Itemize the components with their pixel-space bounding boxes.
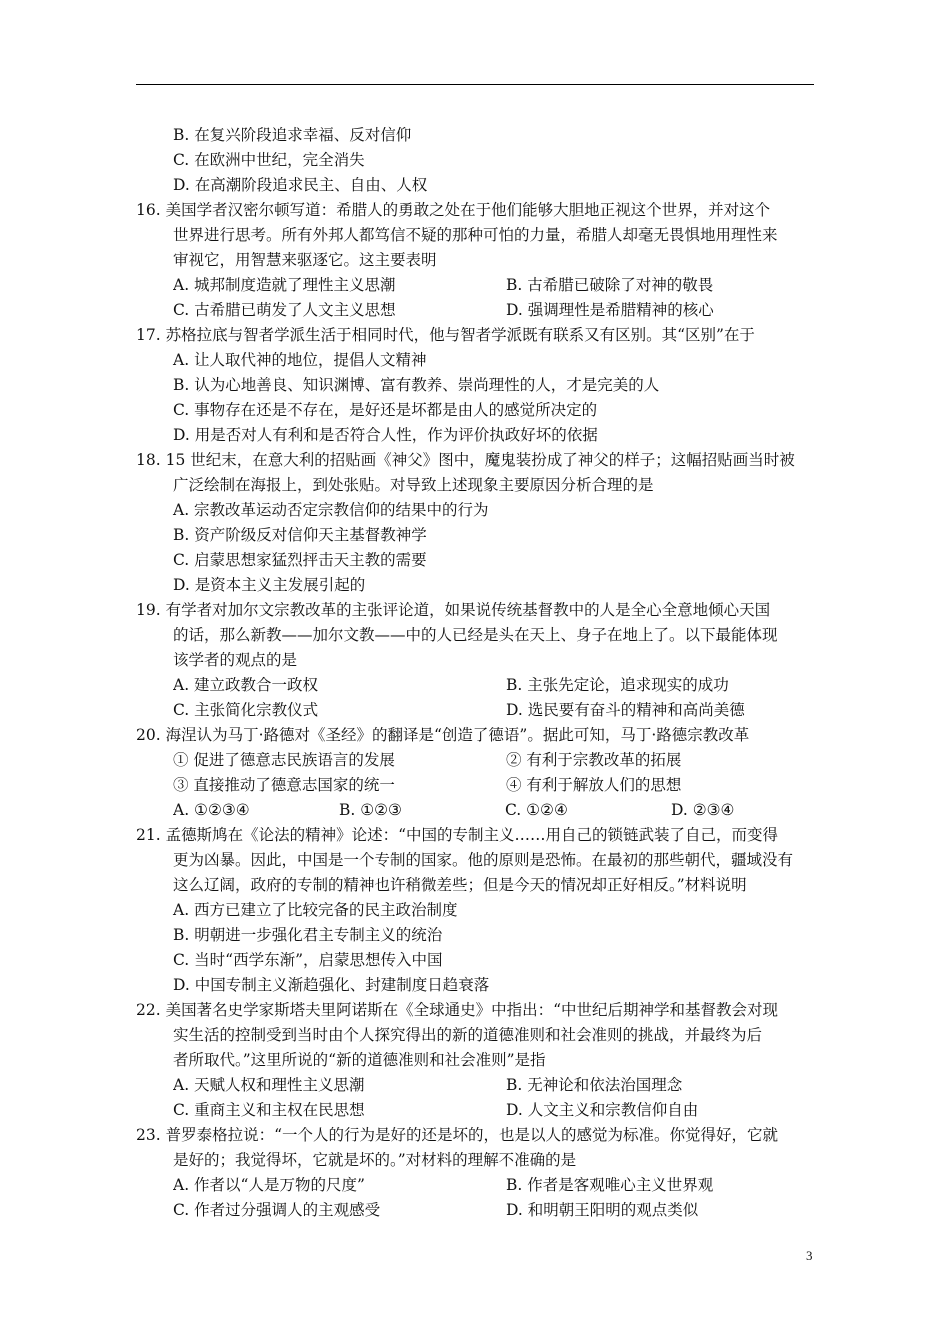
option: A. 作者以“人是万物的尺度” [173,1176,365,1194]
option-row [136,748,816,773]
question-stem: 16. 美国学者汉密尔顿写道：希腊人的勇敢之处在于他们能够大胆地正视这个世界，并对这个 [136,201,771,219]
option: B. 无神论和依法治国理念 [506,1076,683,1094]
option: B. 古希腊已破除了对神的敬畏 [506,276,714,294]
option: D. 选民要有奋斗的精神和高尚美德 [506,701,745,719]
text-line: 世界进行思考。所有外邦人都笃信不疑的那种可怕的力量，希腊人却毫无畏惧地用理性来 [173,226,778,244]
option: D. ②③④ [671,801,735,819]
question-stem: 23. 普罗泰格拉说：“一个人的行为是好的还是坏的，也是以人的感觉为标准。你觉得好，它就 [136,1126,779,1144]
page-number: 3 [806,1248,813,1263]
option: A. 城邦制度造就了理性主义思潮 [173,276,396,294]
option-row [136,1173,816,1198]
option: C. 主张简化宗教仪式 [173,701,319,719]
question-stem: 20. 海涅认为马丁·路德对《圣经》的翻译是“创造了德语”。据此可知，马丁·路德宗教改革 [136,726,750,744]
option: B. 作者是客观唯心主义世界观 [506,1176,714,1194]
option: D. 和明朝王阳明的观点类似 [506,1201,699,1219]
option-row [136,1073,816,1098]
text-line: C. 在欧洲中世纪，完全消失 [173,151,365,169]
question-stem: 18. 15 世纪末，在意大利的招贴画《神父》图中，魔鬼装扮成了神父的样子；这幅招贴画当时被 [136,451,795,469]
text-line: C. 事物存在还是不存在，是好还是坏都是由人的感觉所决定的 [173,401,598,419]
option: A. 天赋人权和理性主义思潮 [173,1076,365,1094]
text-line: B. 明朝进一步强化君主专制主义的统治 [173,926,443,944]
option: C. 重商主义和主权在民思想 [173,1101,365,1119]
text-line: 广泛绘制在海报上，到处张贴。对导致上述现象主要原因分析合理的是 [173,476,654,494]
text-line: 更为凶暴。因此，中国是一个专制的国家。他的原则是恐怖。在最初的那些朝代，疆域没有 [173,851,794,869]
text-line: C. 启蒙思想家猛烈抨击天主教的需要 [173,551,427,569]
text-line: 实生活的控制受到当时由个人探究得出的新的道德准则和社会准则的挑战，并最终为后 [173,1026,763,1044]
question-stem: 17. 苏格拉底与智者学派生活于相同时代，他与智者学派既有联系又有区别。其“区别”在于 [136,326,755,344]
text-line: C. 当时“西学东渐”，启蒙思想传入中国 [173,951,443,969]
option: B. 主张先定论，追求现实的成功 [506,676,729,694]
text-line: 审视它，用智慧来驱逐它。这主要表明 [173,251,437,269]
question-stem: 19. 有学者对加尔文宗教改革的主张评论道，如果说传统基督教中的人是全心全意地倾心天国 [136,601,771,619]
text-line: D. 中国专制主义渐趋强化、封建制度日趋衰落 [173,976,490,994]
option: D. 强调理性是希腊精神的核心 [506,301,714,319]
question-stem: 22. 美国著名史学家斯塔夫里阿诺斯在《全球通史》中指出：“中世纪后期神学和基督教会对现 [136,1001,779,1019]
text-line: B. 资产阶级反对信仰天主基督教神学 [173,526,427,544]
option-row [136,798,816,823]
text-line: 者所取代。”这里所说的“新的道德准则和社会准则”是指 [173,1051,546,1069]
text-line: D. 在高潮阶段追求民主、自由、人权 [173,176,428,194]
option-row [136,298,816,323]
text-line: D. 是资本主义主发展引起的 [173,576,366,594]
question-stem: 21. 孟德斯鸠在《论法的精神》论述：“中国的专制主义……用自己的锁链武装了自己，而变得 [136,826,779,844]
option: C. 作者过分强调人的主观感受 [173,1201,381,1219]
option-row [136,673,816,698]
option: C. 古希腊已萌发了人文主义思想 [173,301,396,319]
text-line: A. 让人取代神的地位，提倡人文精神 [173,351,427,369]
text-line: B. 在复兴阶段追求幸福、反对信仰 [173,126,412,144]
text-line: A. 宗教改革运动否定宗教信仰的结果中的行为 [173,501,489,519]
text-line: 这么辽阔，政府的专制的精神也许稍微差些；但是今天的情况却正好相反。”材料说明 [173,876,747,894]
option: C. ①②④ [505,801,568,819]
header-rule [136,84,814,85]
option: B. ①②③ [339,801,402,819]
option-row [136,1098,816,1123]
text-line: D. 用是否对人有利和是否符合人性，作为评价执政好坏的依据 [173,426,598,444]
option: ③ 直接推动了德意志国家的统一 [173,776,395,794]
text-line: 的话，那么新教——加尔文教——中的人已经是头在天上、身子在地上了。以下最能体现 [173,626,778,644]
option: ④ 有利于解放人们的思想 [506,776,682,794]
text-line: B. 认为心地善良、知识渊博、富有教养、崇尚理性的人，才是完美的人 [173,376,660,394]
option: ① 促进了德意志民族语言的发展 [173,751,395,769]
text-line: 是好的；我觉得坏，它就是坏的。”对材料的理解不准确的是 [173,1151,577,1169]
option-row [136,1198,816,1223]
option-row [136,273,816,298]
question-list [136,123,816,1223]
option-row [136,698,816,723]
option: A. ①②③④ [173,801,250,819]
option: ② 有利于宗教改革的拓展 [506,751,682,769]
option: D. 人文主义和宗教信仰自由 [506,1101,699,1119]
option-row [136,773,816,798]
option: A. 建立政教合一政权 [173,676,319,694]
text-line: A. 西方已建立了比较完备的民主政治制度 [173,901,458,919]
text-line: 该学者的观点的是 [173,651,298,669]
